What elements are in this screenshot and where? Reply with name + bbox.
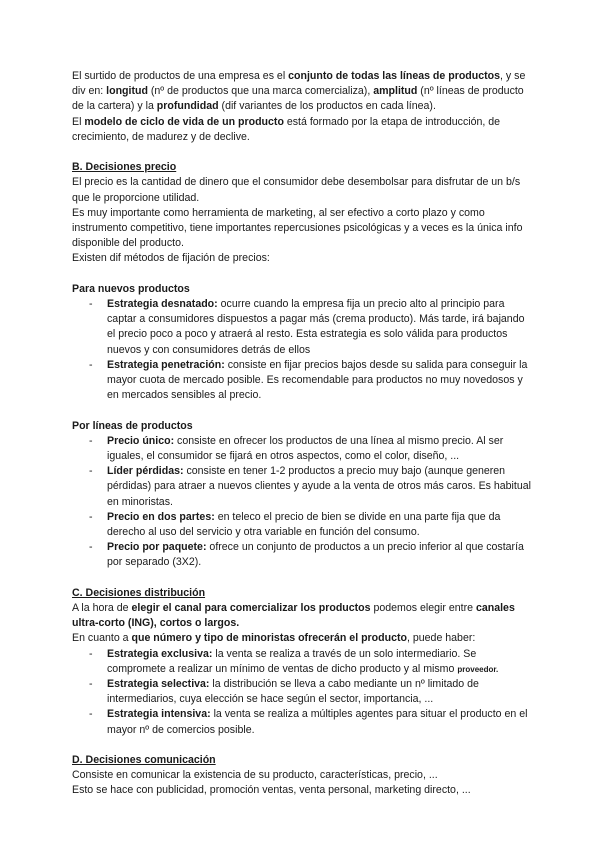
document-page xyxy=(72,69,532,799)
list-item: - Precio en dos partes: en teleco el precio de bien se divide en una parte fija que da derecho al uso del servicio y otra variable en función del consumo. xyxy=(72,510,532,540)
lineas-productos-list xyxy=(72,434,532,571)
list-item: - Estrategia exclusiva: la venta se realiza a través de un solo intermediario. Se compromete a realizar un mínimo de ventas de dicho producto y al mismo proveedor. xyxy=(72,647,532,677)
comunicacion-paragraph-1: Consiste en comunicar la existencia de su producto, características, precio, ... xyxy=(72,769,438,782)
section-heading-precio: B. Decisiones precio xyxy=(72,161,177,174)
life-cycle-paragraph: El modelo de ciclo de vida de un producto está formado por la etapa de introducción, de crecimiento, de madurez y de declive. xyxy=(72,115,501,143)
subheading-nuevos-productos: Para nuevos productos xyxy=(72,282,190,295)
list-item: - Estrategia desnatado: ocurre cuando la empresa fija un precio alto al principio para captar a consumidores dispuestos a pagar más (crema producto). Más tarde, irá bajando el precio poco a poco y atraerá al resto. Esta estrategia es solo válida para productos nuevos y con consumidores detrás de ellos xyxy=(72,297,532,358)
section-heading-comunicacion: D. Decisiones comunicación xyxy=(72,754,216,767)
list-item: - Estrategia penetración: consiste en fijar precios bajos desde su salida para conseguir la mayor cuota de mercado posible. Es recomendable para productos no muy novedosos y en mercados sensibles al precio. xyxy=(72,358,532,404)
distribucion-paragraph-2: En cuanto a que número y tipo de minoristas ofrecerán el producto, puede haber: xyxy=(72,632,476,645)
subheading-lineas-productos: Por líneas de productos xyxy=(72,419,193,432)
list-item: - Estrategia selectiva: la distribución se lleva a cabo mediante un nº limitado de intermediarios, cuya elección se hace según el sector, importancia, ... xyxy=(72,677,532,707)
distribucion-list xyxy=(72,647,532,738)
section-heading-distribucion: C. Decisiones distribución xyxy=(72,586,206,599)
list-item: - Precio único: consiste en ofrecer los productos de una línea al mismo precio. Al ser iguales, el consumidor se fijará en otros aspectos, como el color, diseño, ... xyxy=(72,434,532,464)
precio-paragraph-1: El precio es la cantidad de dinero que el consumidor debe desembolsar para disfrutar de un b/s que le proporcione utilidad. xyxy=(72,176,521,204)
precio-paragraph-3: Existen dif métodos de fijación de precios: xyxy=(72,252,270,265)
distribucion-paragraph-1: A la hora de elegir el canal para comercializar los productos podemos elegir entre canales ultra-corto (ING), cortos o largos. xyxy=(72,602,515,630)
list-item: - Estrategia intensiva: la venta se realiza a múltiples agentes para situar el producto en el mayor nº de comercios posible. xyxy=(72,707,532,737)
list-item: - Precio por paquete: ofrece un conjunto de productos a un precio inferior al que costaría por separado (3X2). xyxy=(72,540,532,570)
intro-paragraph: El surtido de productos de una empresa es el conjunto de todas las líneas de productos, y se div en: longitud (nº de productos que una marca comercializa), amplitud (nº líneas de producto de la cartera) y la profundidad (dif variantes de los productos en cada línea). xyxy=(72,70,526,113)
nuevos-productos-list xyxy=(72,297,532,403)
precio-paragraph-2: Es muy importante como herramienta de marketing, al ser efectivo a corto plazo y como instrumento competitivo, tiene importantes repercusiones psicológicas y a veces es la única info disponible del producto. xyxy=(72,206,523,250)
list-item: - Líder pérdidas: consiste en tener 1-2 productos a precio muy bajo (aunque generen pérdidas) para atraer a nuevos clientes y ayude a la venta de otros más caros. Es habitual en minoristas. xyxy=(72,464,532,510)
comunicacion-paragraph-2: Esto se hace con publicidad, promoción ventas, venta personal, marketing directo, ... xyxy=(72,784,471,797)
